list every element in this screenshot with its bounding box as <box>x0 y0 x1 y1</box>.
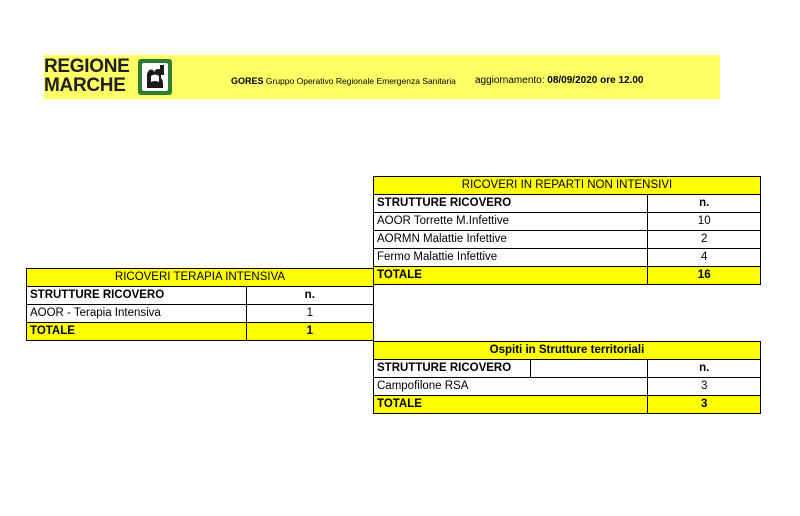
table-title: RICOVERI IN REPARTI NON INTENSIVI <box>374 177 761 195</box>
total-value: 1 <box>246 323 373 341</box>
table-row <box>374 378 761 396</box>
column-header-n: n. <box>648 360 761 378</box>
gores-bold: GORES <box>231 76 264 86</box>
gores-description: Gruppo Operativo Regionale Emergenza Sanitaria <box>265 76 456 86</box>
row-name: AOOR Torrette M.Infettive <box>374 213 648 231</box>
row-name: Fermo Malattie Infettive <box>374 249 648 267</box>
total-row <box>374 396 761 414</box>
total-row <box>374 267 761 285</box>
total-row <box>27 323 374 341</box>
row-name: AOOR - Terapia Intensiva <box>27 305 247 323</box>
table-terapia-intensiva <box>26 268 374 341</box>
table-title: Ospiti in Strutture territoriali <box>374 342 761 360</box>
empty-cell <box>530 360 648 378</box>
column-header-struct: STRUTTURE RICOVERO <box>374 360 531 378</box>
update-info <box>475 75 643 86</box>
row-count: 10 <box>648 213 761 231</box>
table-title: RICOVERI TERAPIA INTENSIVA <box>27 269 374 287</box>
table-row <box>374 213 761 231</box>
marche-emblem-icon <box>137 58 173 96</box>
header-banner <box>44 55 720 99</box>
total-value: 3 <box>648 396 761 414</box>
row-count: 2 <box>648 231 761 249</box>
total-label: TOTALE <box>374 267 648 285</box>
regione-marche-logo <box>44 57 130 95</box>
table-row <box>374 231 761 249</box>
update-value: 08/09/2020 ore 12.00 <box>547 75 644 86</box>
gores-label <box>231 76 456 86</box>
row-name: AORMN Malattie Infettive <box>374 231 648 249</box>
logo-line2: MARCHE <box>44 75 126 96</box>
total-value: 16 <box>648 267 761 285</box>
logo-line1: REGIONE <box>44 56 130 77</box>
table-non-intensivi <box>373 176 761 285</box>
total-label: TOTALE <box>27 323 247 341</box>
table-strutture-territoriali <box>373 341 761 414</box>
total-label: TOTALE <box>374 396 648 414</box>
column-header-struct: STRUTTURE RICOVERO <box>27 287 247 305</box>
row-count: 3 <box>648 378 761 396</box>
column-header-struct: STRUTTURE RICOVERO <box>374 195 648 213</box>
column-header-n: n. <box>648 195 761 213</box>
row-count: 1 <box>246 305 373 323</box>
row-count: 4 <box>648 249 761 267</box>
row-name: Campofilone RSA <box>374 378 648 396</box>
table-row <box>374 249 761 267</box>
update-label: aggiornamento: <box>475 75 545 86</box>
table-row <box>27 305 374 323</box>
column-header-n: n. <box>246 287 373 305</box>
